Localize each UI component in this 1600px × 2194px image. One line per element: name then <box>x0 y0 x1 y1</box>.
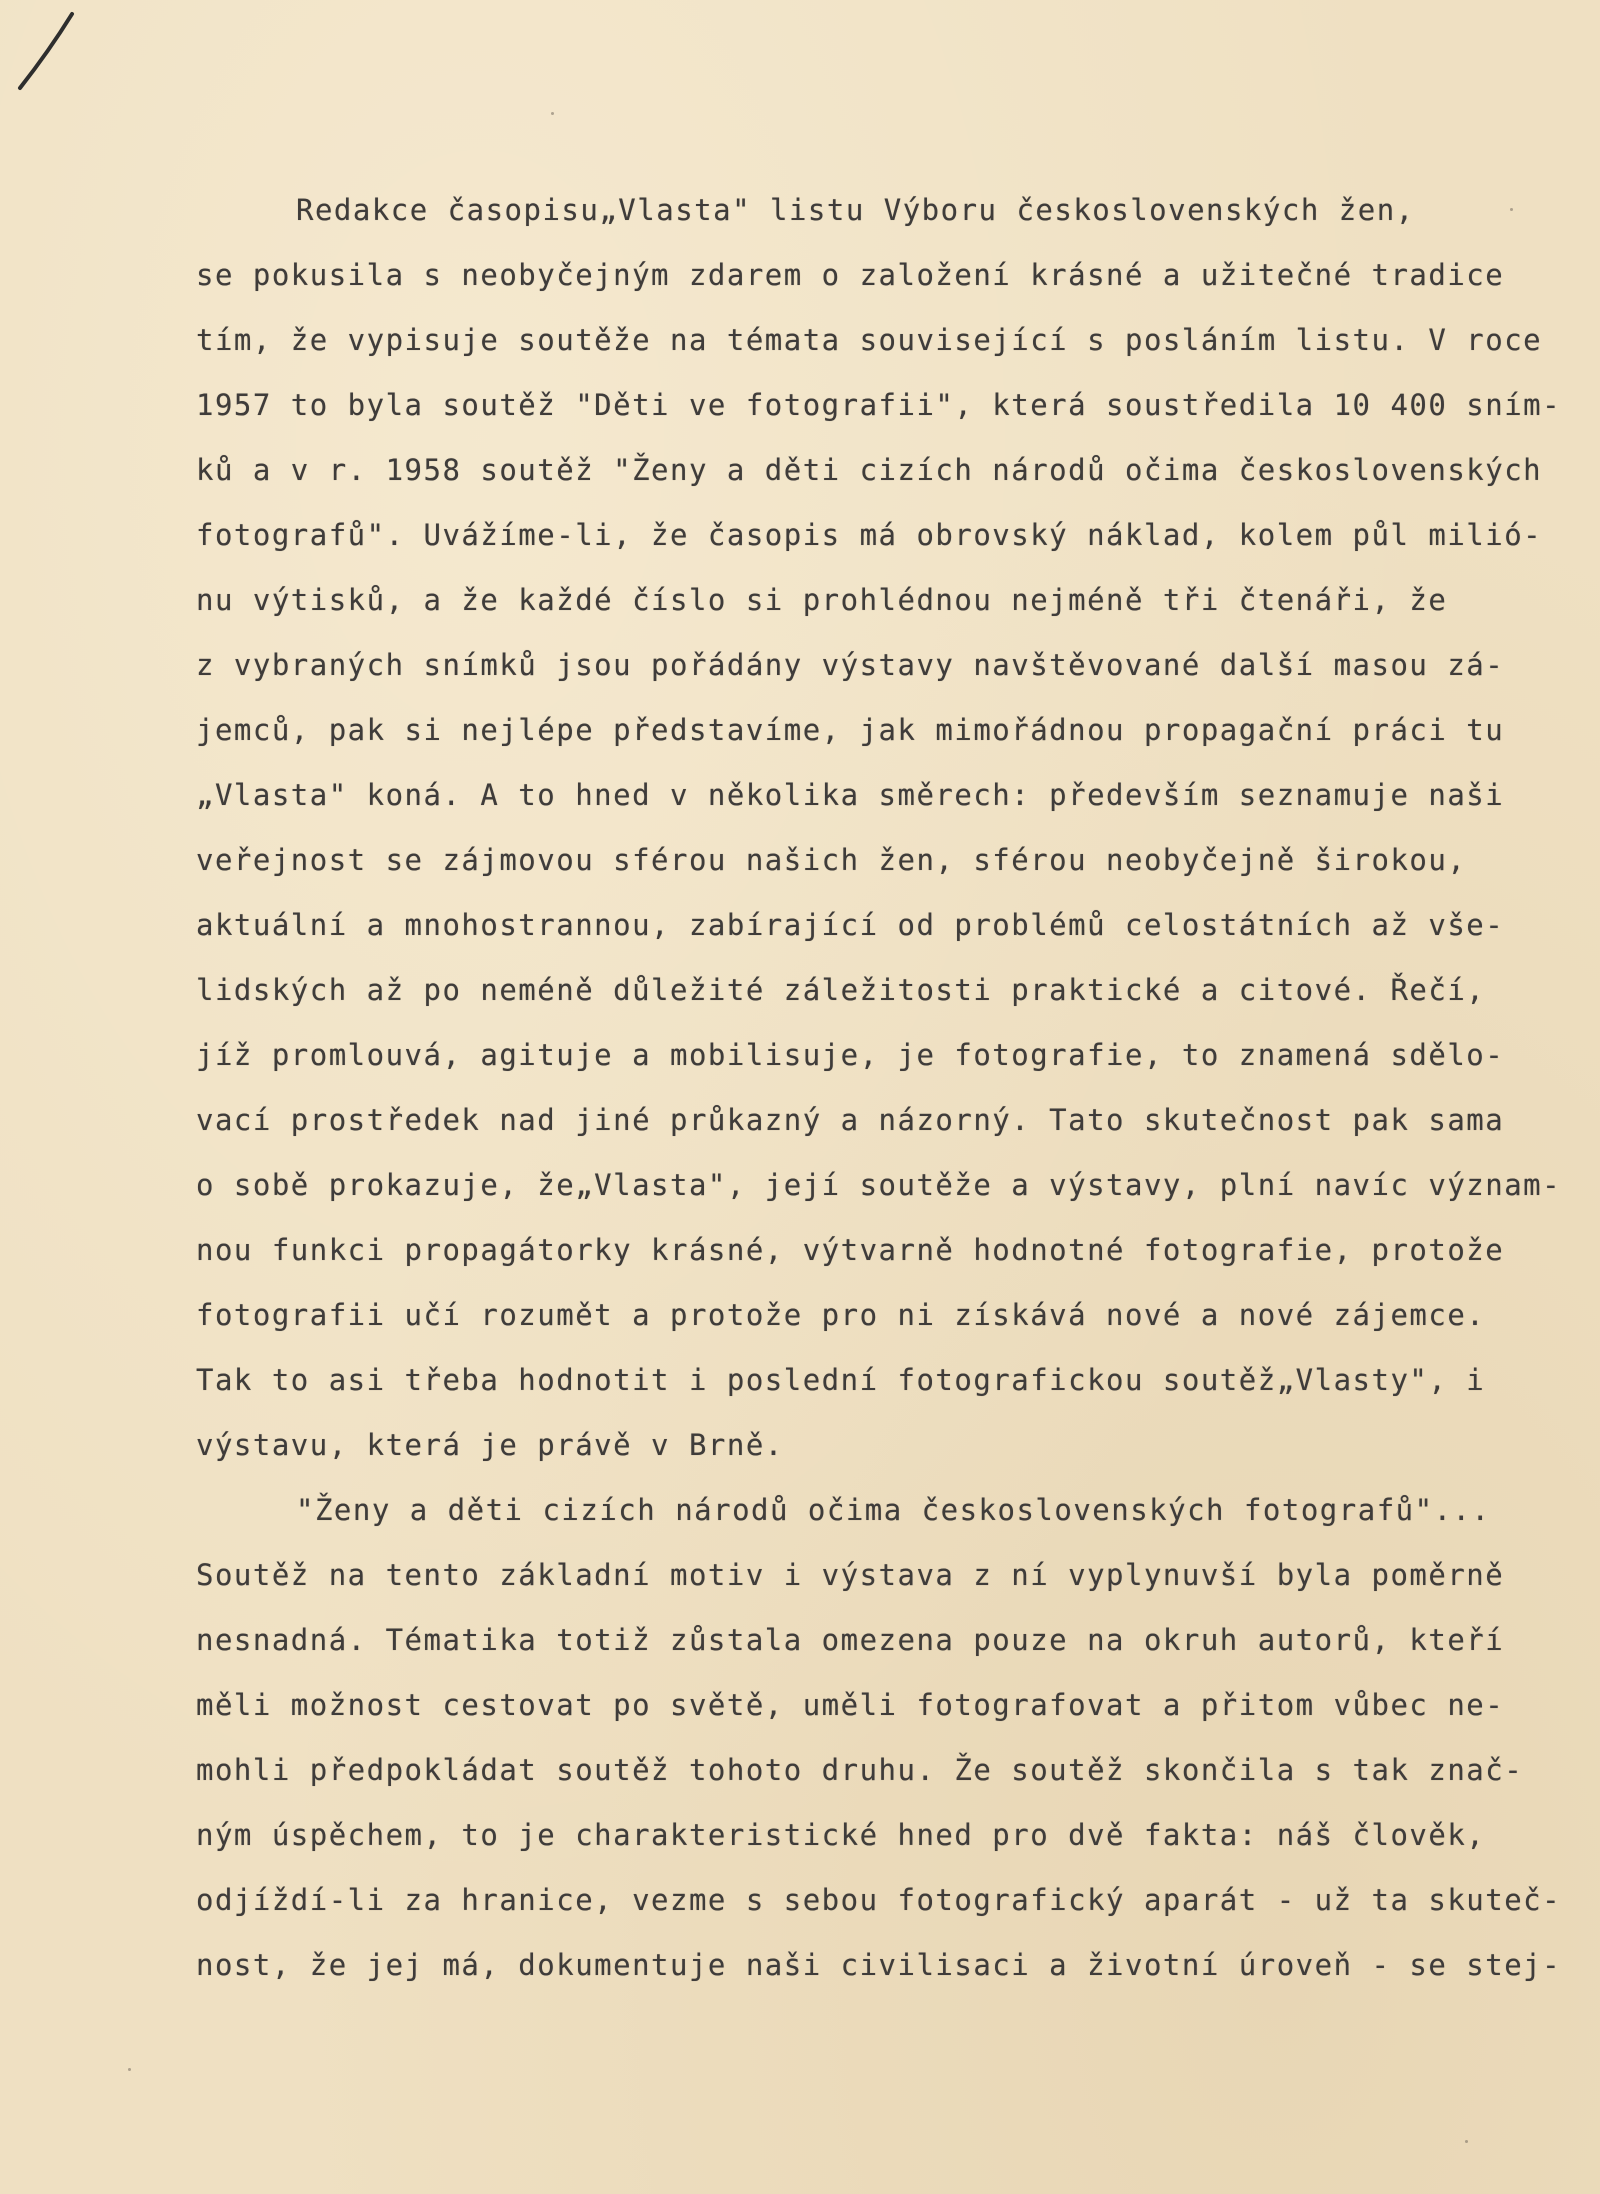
text-line: měli možnost cestovat po světě, uměli fotografovat a přitom vůbec ne- <box>196 1688 1505 1722</box>
text-line: odjíždí-li za hranice, vezme s sebou fotografický aparát - už ta skuteč- <box>196 1883 1562 1917</box>
document-body <box>196 178 1586 1998</box>
text-line: ků a v r. 1958 soutěž "Ženy a děti cizích národů očima československých <box>196 453 1543 487</box>
text-line: se pokusila s neobyčejným zdarem o založení krásné a užitečné tradice <box>196 258 1505 292</box>
text-line: jíž promlouvá, agituje a mobilisuje, je fotografie, to znamená sdělo- <box>196 1038 1505 1072</box>
text-line: nu výtisků, a že každé číslo si prohlédnou nejméně tři čtenáři, že <box>196 583 1448 617</box>
text-line: ným úspěchem, to je charakteristické hned pro dvě fakta: náš člověk, <box>196 1818 1486 1852</box>
text-line: jemců, pak si nejlépe představíme, jak mimořádnou propagační práci tu <box>196 713 1505 747</box>
text-line: Tak to asi třeba hodnotit i poslední fotografickou soutěž„Vlasty", i <box>196 1363 1486 1397</box>
text-line: "Ženy a děti cizích národů očima československých fotografů"... <box>296 1493 1491 1527</box>
text-line: fotografii učí rozumět a protože pro ni získává nové a nové zájemce. <box>196 1298 1486 1332</box>
text-line: výstavu, která je právě v Brně. <box>196 1428 784 1462</box>
text-line: nesnadná. Tématika totiž zůstala omezena pouze na okruh autorů, kteří <box>196 1623 1505 1657</box>
paper-speck <box>1465 2140 1468 2143</box>
text-line: veřejnost se zájmovou sférou našich žen, sférou neobyčejně širokou, <box>196 843 1467 877</box>
text-line: nou funkci propagátorky krásné, výtvarně hodnotné fotografie, protože <box>196 1233 1505 1267</box>
text-line: Soutěž na tento základní motiv i výstava z ní vyplynuvší byla poměrně <box>196 1558 1505 1592</box>
text-line: mohli předpokládat soutěž tohoto druhu. Že soutěž skončila s tak znač- <box>196 1753 1524 1787</box>
text-line: lidských až po neméně důležité záležitosti praktické a citové. Řečí, <box>196 973 1486 1007</box>
text-line: o sobě prokazuje, že„Vlasta", její soutěže a výstavy, plní navíc význam- <box>196 1168 1562 1202</box>
pencil-mark-slash <box>14 10 84 92</box>
text-line: z vybraných snímků jsou pořádány výstavy navštěvované další masou zá- <box>196 648 1505 682</box>
text-line: tím, že vypisuje soutěže na témata související s posláním listu. V roce <box>196 323 1543 357</box>
text-line: nost, že jej má, dokumentuje naši civilisaci a životní úroveň - se stej- <box>196 1948 1562 1982</box>
text-line: 1957 to byla soutěž "Děti ve fotografii", která soustředila 10 400 sním- <box>196 388 1562 422</box>
text-line: aktuální a mnohostrannou, zabírající od problémů celostátních až vše- <box>196 908 1505 942</box>
text-line: fotografů". Uvážíme-li, že časopis má obrovský náklad, kolem půl milió- <box>196 518 1543 552</box>
paper-speck <box>128 2068 131 2071</box>
paper-speck <box>551 112 554 115</box>
text-line: Redakce časopisu„Vlasta" listu Výboru československých žen, <box>296 193 1415 227</box>
text-line: vací prostředek nad jiné průkazný a názorný. Tato skutečnost pak sama <box>196 1103 1505 1137</box>
text-line: „Vlasta" koná. A to hned v několika směrech: především seznamuje naši <box>196 778 1505 812</box>
